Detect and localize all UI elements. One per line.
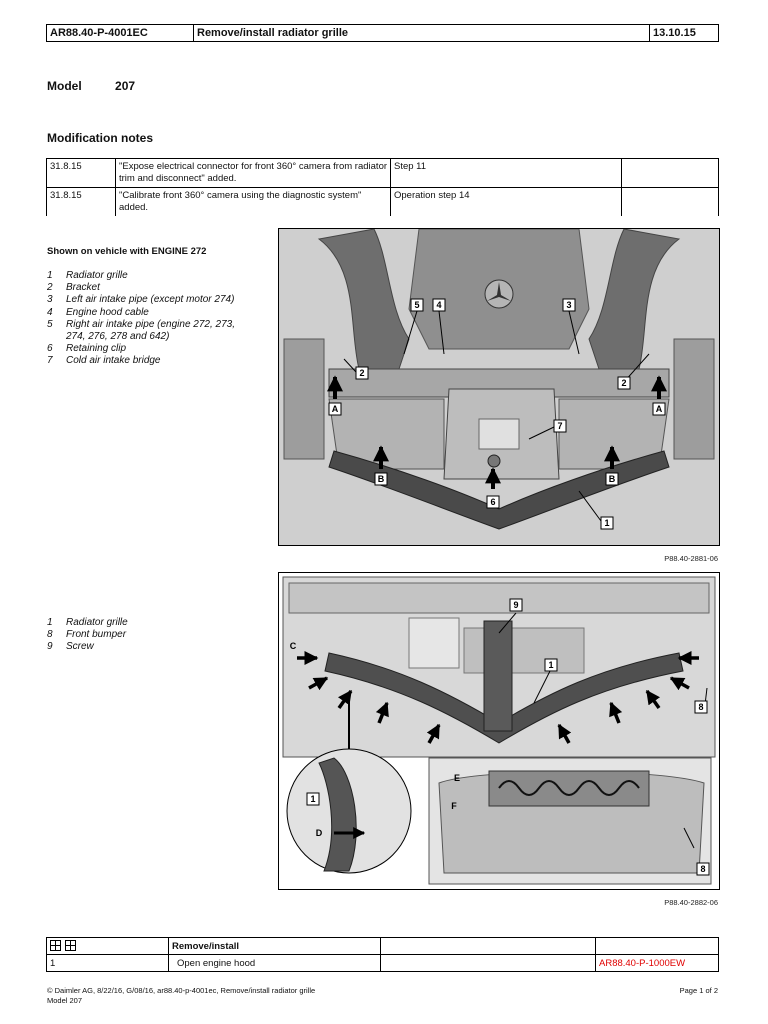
table-row — [47, 955, 719, 972]
legend-text: Engine hood cable — [66, 306, 149, 318]
mod-ref: Operation step 14 — [391, 188, 622, 217]
legend-num: 2 — [47, 282, 53, 294]
callout-a: A — [655, 404, 663, 414]
callout-5: 5 — [414, 300, 420, 310]
model-label: Model — [47, 79, 82, 93]
legend-item — [47, 343, 266, 355]
callout-e: E — [453, 773, 461, 783]
figure2-ref: P88.40-2882-06 — [664, 898, 718, 907]
legend-item — [47, 294, 266, 306]
mod-note: "Expose electrical connector for front 360° camera from radiator trim and disconnect" added. — [116, 159, 391, 188]
step-text: Open engine hood — [169, 955, 381, 972]
figure1-caption: Shown on vehicle with ENGINE 272 — [47, 246, 207, 257]
figure2-legend — [47, 617, 266, 654]
legend-num: 4 — [47, 306, 53, 318]
callout-2: 2 — [359, 368, 365, 378]
mod-extra — [622, 188, 719, 217]
mod-ref: Step 11 — [391, 159, 622, 188]
legend-item — [47, 282, 266, 294]
document-date: 13.10.15 — [650, 25, 719, 42]
legend-item — [47, 641, 266, 653]
legend-text: Bracket — [66, 282, 100, 294]
callout-c: C — [289, 641, 297, 651]
callout-1: 1 — [310, 794, 316, 804]
expand-icons[interactable] — [47, 938, 169, 955]
callout-6: 6 — [490, 497, 496, 507]
legend-text: Left air intake pipe (except motor 274) — [66, 294, 235, 306]
mod-date: 31.8.15 — [47, 188, 116, 217]
legend-num: 6 — [47, 343, 53, 355]
legend-text: Radiator grille — [66, 617, 128, 628]
expand-all-icon[interactable] — [50, 940, 61, 951]
step-reference-link[interactable]: AR88.40-P-1000EW — [596, 955, 719, 972]
callout-7: 7 — [557, 421, 563, 431]
callout-2: 2 — [621, 378, 627, 388]
figure1-ref: P88.40-2881-06 — [664, 554, 718, 563]
callout-8: 8 — [700, 864, 706, 874]
callout-b: B — [377, 474, 385, 484]
steps-header-label: Remove/install — [169, 938, 381, 955]
legend-num: 7 — [47, 355, 53, 367]
footer-model: Model 207 — [47, 996, 83, 1005]
callout-8: 8 — [698, 702, 704, 712]
callout-9: 9 — [513, 600, 519, 610]
step-number: 1 — [47, 955, 169, 972]
callout-1: 1 — [548, 660, 554, 670]
legend-num: 1 — [47, 617, 53, 628]
callout-a: A — [331, 404, 339, 414]
steps-header-blank — [381, 938, 596, 955]
legend-text: Radiator grille — [66, 270, 128, 281]
collapse-all-icon[interactable] — [65, 940, 76, 951]
grille-mounting-illustration — [279, 573, 719, 889]
legend-text: Front bumper — [66, 629, 127, 641]
legend-item — [47, 319, 266, 343]
legend-num: 8 — [47, 629, 53, 641]
callout-b: B — [608, 474, 616, 484]
legend-text: Cold air intake bridge — [66, 355, 161, 367]
modification-notes-table — [46, 158, 719, 216]
table-row — [47, 159, 719, 188]
steps-table — [46, 937, 719, 972]
mod-note: "Calibrate front 360° camera using the diagnostic system" added. — [116, 188, 391, 217]
legend-num: 9 — [47, 641, 53, 653]
table-row — [47, 188, 719, 217]
legend-num: 5 — [47, 318, 53, 330]
figure1-legend — [47, 270, 266, 368]
steps-header-ref — [596, 938, 719, 955]
engine-bay-illustration — [279, 229, 719, 545]
legend-text: Screw — [66, 641, 94, 653]
mod-extra — [622, 159, 719, 188]
legend-item — [47, 617, 266, 629]
callout-d: D — [315, 828, 323, 838]
callout-f: F — [451, 801, 457, 811]
model-value: 207 — [115, 79, 136, 93]
figure1-engine-bay — [278, 228, 720, 546]
page-number: Page 1 of 2 — [679, 986, 718, 995]
footer — [47, 986, 315, 1006]
callout-3: 3 — [566, 300, 572, 310]
legend-text: Right air intake pipe (engine 272, 273, 274, 276, 278 and 642) — [66, 318, 236, 343]
legend-item — [47, 629, 266, 641]
footer-copyright: © Daimler AG, 8/22/16, G/08/16, ar88.40-p-4001ec, Remove/install radiator grille — [47, 986, 316, 995]
legend-item — [47, 270, 266, 282]
legend-text: Retaining clip — [66, 343, 127, 355]
callout-4: 4 — [436, 300, 442, 310]
document-id: AR88.40-P-4001EC — [47, 25, 194, 42]
legend-num: 1 — [47, 270, 53, 281]
legend-item — [47, 307, 266, 319]
figure2-grille-mounting — [278, 572, 720, 890]
legend-item — [47, 355, 266, 367]
callout-1: 1 — [604, 518, 610, 528]
step-blank — [381, 955, 596, 972]
table-row — [47, 938, 719, 955]
modification-notes-heading: Modification notes — [47, 131, 153, 145]
legend-num: 3 — [47, 294, 53, 306]
document-header — [46, 24, 719, 42]
document-title: Remove/install radiator grille — [194, 25, 650, 42]
model-line — [47, 79, 135, 93]
mod-date: 31.8.15 — [47, 159, 116, 188]
